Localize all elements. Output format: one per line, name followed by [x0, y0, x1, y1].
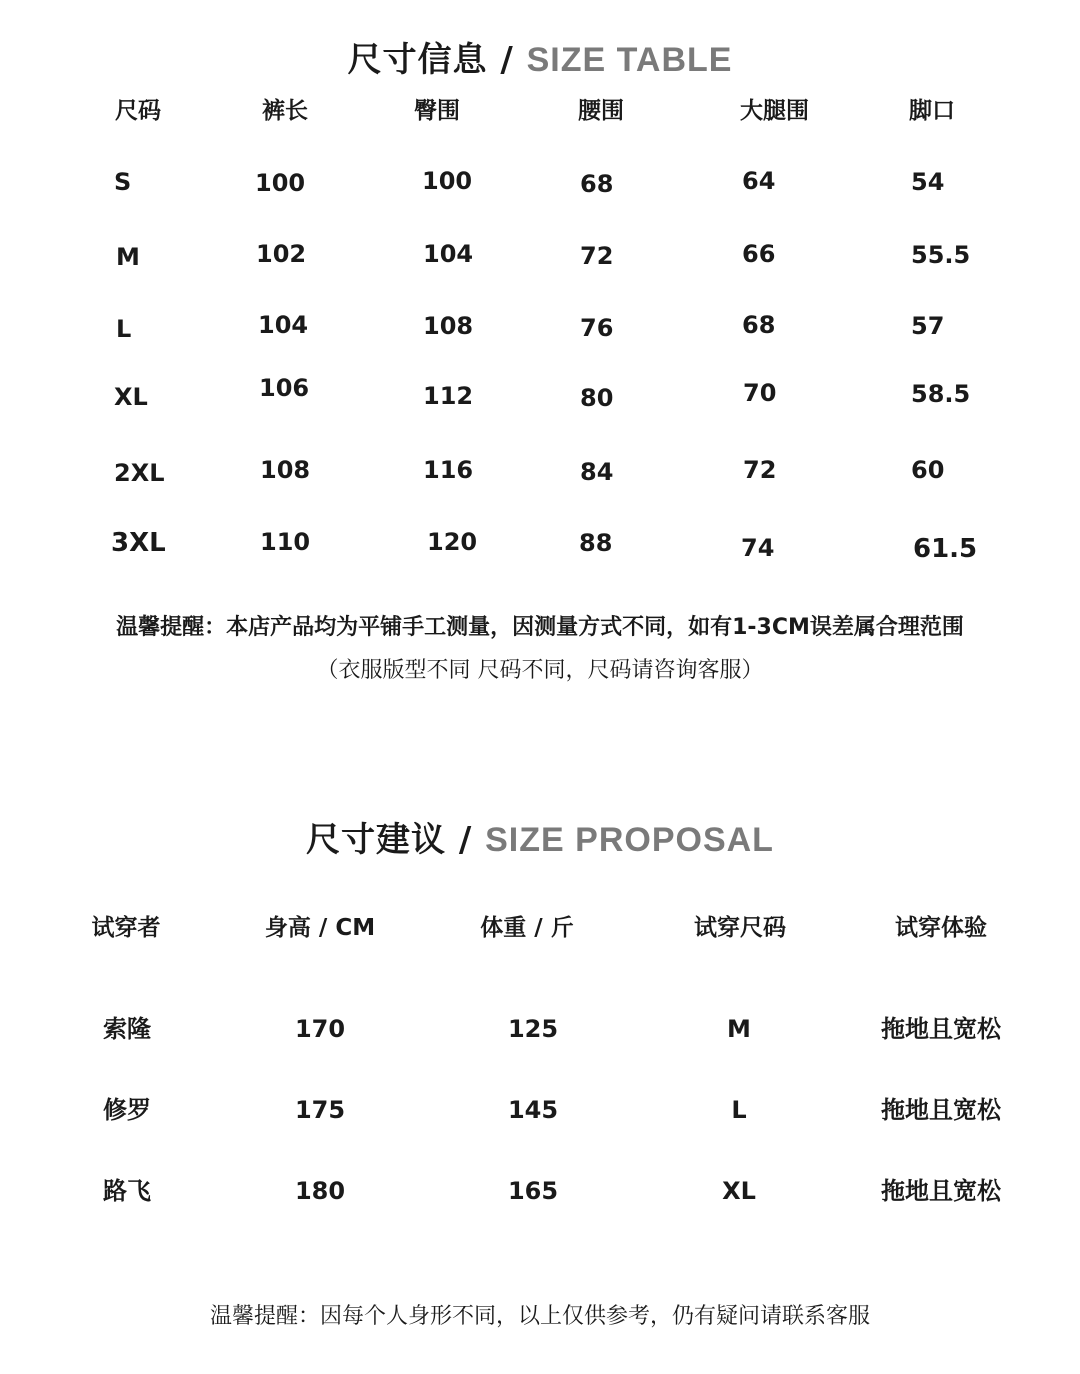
size-proposal-cell: 165 — [507, 1177, 559, 1205]
size-table-header-waist: 腰围 — [578, 98, 624, 124]
size-table-cell: 112 — [423, 382, 474, 410]
size-table-cell: 66 — [742, 240, 776, 268]
size-table-cell: 100 — [422, 167, 473, 195]
size-proposal-header-tester: 试穿者 — [91, 915, 161, 941]
size-proposal-cell: M — [727, 1015, 751, 1043]
size-table-cell: 70 — [743, 379, 777, 407]
size-proposal-cell: 拖地且宽松 — [881, 1177, 1001, 1205]
size-table-cell: 3XL — [111, 528, 166, 558]
size-table-header-length: 裤长 — [262, 98, 308, 124]
size-table-cell: 55.5 — [911, 241, 971, 269]
size-table-title-en: SIZE TABLE — [526, 41, 733, 79]
size-table-header-thigh: 大腿围 — [740, 98, 809, 124]
size-table-cell: 68 — [580, 170, 614, 198]
size-table-cell: 110 — [260, 528, 311, 556]
size-proposal-cell: 拖地且宽松 — [881, 1015, 1001, 1043]
size-proposal-cell: 125 — [507, 1015, 559, 1043]
size-table-cell: L — [116, 315, 132, 343]
size-table-title-separator: / — [487, 40, 527, 80]
size-table-cell: 76 — [580, 314, 614, 342]
size-proposal-title-en: SIZE PROPOSAL — [485, 821, 774, 859]
size-table-cell: 120 — [427, 528, 478, 556]
size-proposal-header-size: 试穿尺码 — [694, 915, 786, 941]
size-table-cell: 54 — [911, 168, 945, 196]
size-table-title-cn: 尺寸信息 — [347, 40, 488, 80]
size-proposal-cell: XL — [722, 1177, 756, 1205]
size-table-note-secondary: （衣服版型不同 尺码不同，尺码请咨询客服） — [316, 658, 764, 683]
size-proposal-title-separator: / — [446, 820, 486, 860]
size-table-cell: 74 — [741, 534, 775, 562]
size-table-note: 温馨提醒：本店产品均为平铺手工测量，因测量方式不同，如有1-3CM误差属合理范围 — [116, 615, 964, 640]
size-proposal-header-height: 身高 / CM — [264, 915, 376, 941]
size-table-cell: 104 — [258, 311, 309, 339]
size-table-cell: 84 — [580, 458, 614, 486]
size-table-cell: 80 — [580, 384, 614, 412]
size-proposal-title — [0, 812, 1080, 861]
size-table-header-size: 尺码 — [115, 98, 161, 124]
size-table-header-hem: 脚口 — [909, 98, 955, 124]
size-table-cell: 116 — [423, 456, 474, 484]
size-proposal-header-weight: 体重 / 斤 — [480, 915, 574, 941]
size-proposal-cell: L — [731, 1096, 747, 1124]
size-table-cell: 108 — [423, 312, 474, 340]
size-table-cell: XL — [114, 383, 148, 411]
size-table-cell: 108 — [260, 456, 311, 484]
size-table-cell: 64 — [742, 167, 776, 195]
size-proposal-cell: 拖地且宽松 — [881, 1096, 1001, 1124]
size-table-cell: 72 — [580, 242, 614, 270]
size-table-cell: 61.5 — [913, 534, 978, 564]
size-table-cell: 100 — [255, 169, 306, 197]
size-table-title — [0, 32, 1080, 81]
size-table-cell: 58.5 — [911, 380, 971, 408]
size-table-cell: 72 — [743, 456, 777, 484]
size-proposal-header-fit: 试穿体验 — [895, 915, 987, 941]
size-table-cell: S — [114, 168, 132, 196]
size-proposal-cell: 145 — [507, 1096, 559, 1124]
size-table-cell: 2XL — [114, 459, 165, 487]
size-table-cell: 102 — [256, 240, 307, 268]
size-proposal-cell: 170 — [294, 1015, 346, 1043]
size-proposal-note: 温馨提醒：因每个人身形不同，以上仅供参考，仍有疑问请联系客服 — [209, 1304, 870, 1329]
size-proposal-cell: 索隆 — [103, 1015, 151, 1043]
size-table-cell: 68 — [742, 311, 776, 339]
size-table-cell: 60 — [911, 456, 945, 484]
size-proposal-cell: 路飞 — [103, 1177, 151, 1205]
size-proposal-cell: 修罗 — [103, 1096, 151, 1124]
size-table-cell: M — [116, 243, 140, 271]
size-proposal-cell: 180 — [294, 1177, 346, 1205]
size-table-cell: 106 — [259, 374, 310, 402]
size-table-cell: 88 — [579, 529, 613, 557]
size-table-header-hip: 臀围 — [414, 98, 460, 124]
size-table-cell: 57 — [911, 312, 945, 340]
size-proposal-title-cn: 尺寸建议 — [306, 820, 447, 860]
size-table-cell: 104 — [423, 240, 474, 268]
size-proposal-cell: 175 — [294, 1096, 346, 1124]
